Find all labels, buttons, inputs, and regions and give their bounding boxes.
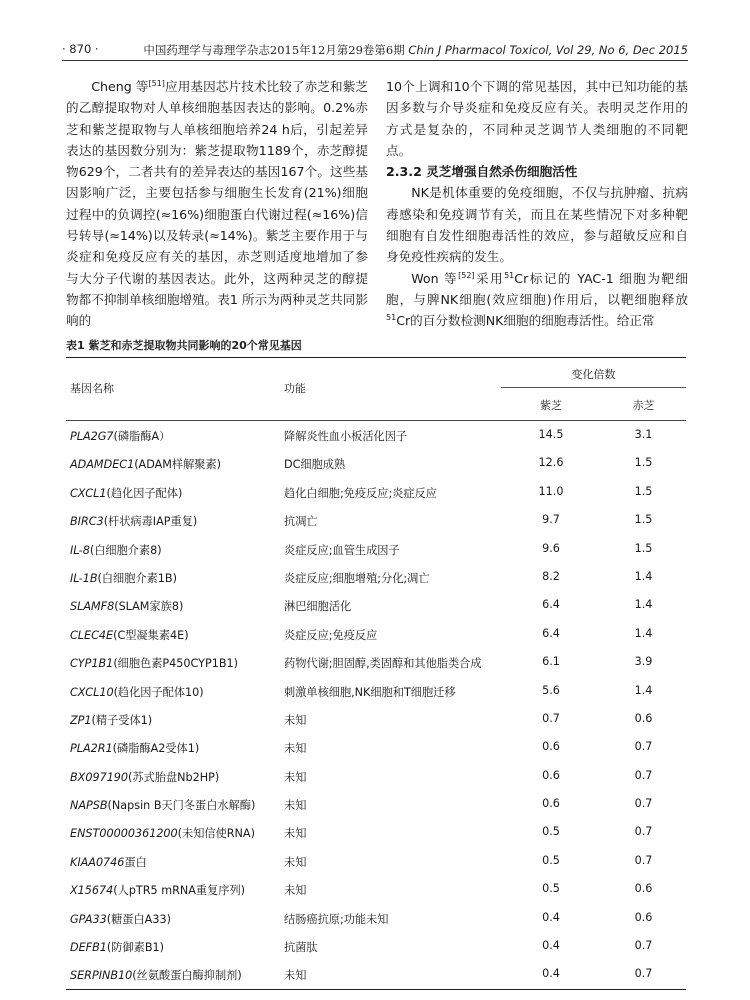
header-gene-name: 基因名称	[70, 382, 114, 395]
left-paragraph	[66, 76, 368, 332]
right-paragraph-continued: 10个上调和10个下调的常见基因，其中已知功能的基因多数与介导炎症和免疫反应有关。表明灵芝作用的方式是复杂的，不同种灵芝调节人类细胞的不同靶点。	[386, 79, 688, 158]
chizhi-fold-cell: 0.6	[634, 711, 653, 725]
chizhi-fold-cell: 1.5	[634, 484, 653, 498]
chizhi-fold-cell: 0.7	[634, 939, 653, 953]
gene-name-cell	[70, 428, 170, 444]
function-cell: 未知	[284, 884, 307, 898]
table-row	[66, 563, 686, 591]
table-row	[66, 960, 686, 988]
citation-51: [51]	[148, 79, 165, 88]
gene-symbol: ADAMDEC1	[70, 458, 135, 472]
table-row	[66, 677, 686, 705]
function-cell: 降解炎性血小板活化因子	[284, 430, 408, 443]
text-segment: Cr的百分数检测NK细胞的细胞毒活性。给正常	[396, 313, 655, 329]
gene-description: (精子受体1)	[91, 713, 153, 727]
gene-description: (苏式胎盘Nb2HP)	[128, 770, 220, 784]
header-zizhi: 紫芝	[540, 399, 562, 412]
function-cell: 抗凋亡	[284, 515, 318, 529]
header-rule	[62, 60, 688, 61]
function-cell: 药物代谢;胆固醇,类固醇和其他脂类合成	[284, 657, 482, 671]
gene-description: 蛋白	[124, 855, 147, 869]
zizhi-fold-cell: 0.6	[542, 740, 560, 754]
zizhi-fold-cell: 0.6	[542, 797, 560, 811]
function-cell: DC细胞成熟	[284, 458, 346, 472]
zizhi-fold-cell: 0.6	[542, 768, 560, 782]
chizhi-fold-cell: 0.7	[634, 853, 653, 867]
zizhi-fold-cell: 6.4	[542, 626, 560, 640]
page-header	[62, 40, 688, 60]
gene-description: (Napsin B天门冬蛋白水解酶)	[107, 799, 256, 813]
left-column	[66, 76, 368, 332]
chizhi-fold-cell: 1.5	[634, 456, 653, 470]
journal-running-title	[143, 42, 688, 58]
gene-description: (丝氨酸蛋白酶抑制剂)	[132, 969, 242, 983]
chizhi-fold-cell: 0.7	[634, 825, 653, 839]
table-row	[66, 506, 686, 534]
gene-description: (SLAM家族8)	[114, 600, 184, 614]
function-cell: 未知	[284, 969, 307, 983]
function-cell: 炎症反应;免疫反应	[284, 628, 378, 642]
function-cell: 抗菌肽	[284, 941, 318, 955]
zizhi-fold-cell: 9.6	[542, 541, 560, 555]
gene-description: (未知信使RNA)	[177, 827, 255, 841]
won-paragraph	[386, 268, 688, 332]
chizhi-fold-cell: 1.4	[634, 683, 653, 697]
chizhi-fold-cell: 1.5	[634, 541, 653, 555]
zizhi-fold-cell: 11.0	[538, 484, 564, 498]
gene-name-cell	[70, 854, 147, 870]
table-row	[66, 591, 686, 619]
gene-description: (细胞色素P450CYP1B1)	[113, 657, 238, 671]
function-cell: 未知	[284, 742, 307, 756]
gene-description: (白细胞介素1B)	[97, 571, 177, 585]
gene-symbol: IL-8	[70, 543, 90, 557]
author-cheng: Cheng 等	[91, 79, 149, 94]
gene-symbol: BIRC3	[70, 515, 104, 529]
text-segment: Cr标记的 YAC-1 细胞为靶细胞，与脾NK细胞(效应细胞)作用后，以靶细胞释放	[386, 270, 689, 307]
gene-symbol: SLAMF8	[70, 600, 115, 614]
zizhi-fold-cell: 9.7	[542, 513, 560, 527]
gene-symbol: NAPSB	[70, 799, 108, 813]
zizhi-fold-cell: 0.4	[542, 910, 560, 924]
zizhi-fold-cell: 0.4	[542, 967, 560, 981]
function-cell: 未知	[284, 855, 307, 869]
table-row	[66, 705, 686, 733]
chizhi-fold-cell: 0.6	[634, 882, 653, 896]
chizhi-fold-cell: 3.1	[634, 428, 653, 441]
gene-description: (C型凝集素4E)	[113, 628, 189, 642]
chizhi-fold-cell: 3.9	[634, 655, 653, 669]
page-number: · 870 ·	[62, 42, 99, 56]
zizhi-fold-cell: 14.5	[538, 428, 564, 441]
gene-name-cell	[70, 513, 197, 529]
gene-name-cell	[70, 797, 255, 813]
gene-symbol: GPA33	[70, 912, 107, 926]
gene-name-cell	[70, 911, 171, 927]
gene-symbol: CXCL10	[70, 685, 114, 699]
gene-description: (趋化因子配体)	[106, 486, 183, 500]
gene-name-cell	[70, 882, 245, 898]
gene-symbol: X15674	[70, 884, 114, 898]
journal-title-en: Chin J Pharmacol Toxicol, Vol 29, No 6, Dec 2015	[408, 43, 688, 57]
zizhi-fold-cell: 8.2	[542, 569, 560, 583]
function-cell: 结肠癌抗原;功能未知	[284, 912, 389, 926]
left-paragraph-body: 应用基因芯片技术比较了赤芝和紫芝的乙醇提取物对人单核细胞基因表达的影响。0.2%赤芝和紫芝提取物与人单核细胞培养24 h后，引起差异表达的基因数分别为：紫芝提取物1189个，赤芝醇提物629个，二者共有的差异表达的基因167个。这些基因影响广泛，主要包括参与细胞生长发育(21%)细胞过程中的负调控(≈16%)细胞蛋白代谢过程(≈16%)信号转导(≈14%)以及转录(≈14%)。紫芝主要作用于与炎症和免疫反应有关的基因，赤芝则适度地增加了参与大分子代谢的基因表达。此外，这两种灵芝的醇提物都不抑制单核细胞增殖。表1 所示为两种灵芝共同影响的	[66, 79, 368, 329]
zizhi-fold-cell: 5.6	[542, 683, 560, 697]
gene-symbol: SERPINB10	[70, 969, 133, 983]
chizhi-fold-cell: 0.6	[634, 910, 653, 924]
gene-name-cell	[70, 684, 204, 700]
gene-description: (ADAM样解聚素)	[134, 458, 222, 472]
zizhi-fold-cell: 0.5	[542, 853, 560, 867]
table-caption: 表1 紫芝和赤芝提取物共同影响的20个常见基因	[66, 339, 302, 352]
gene-description: (防御素B1)	[106, 941, 165, 955]
gene-symbol: PLA2R1	[70, 742, 113, 756]
table-row	[66, 421, 686, 449]
gene-name-cell	[70, 485, 182, 501]
author-won: Won 等	[411, 270, 459, 286]
chizhi-fold-cell: 1.4	[634, 626, 653, 640]
zizhi-fold-cell: 0.5	[542, 825, 560, 839]
zizhi-fold-cell: 0.7	[542, 711, 560, 725]
journal-title-cn: 中国药理学与毒理学杂志2015年12月第29卷第6期	[143, 43, 405, 57]
gene-description: (趋化因子配体10)	[113, 685, 204, 699]
table-header	[66, 358, 686, 420]
function-cell: 未知	[284, 713, 307, 727]
table-row	[66, 733, 686, 761]
chizhi-fold-cell: 1.4	[634, 598, 653, 612]
function-cell: 刺激单核细胞,NK细胞和T细胞迁移	[284, 685, 456, 699]
gene-name-cell	[70, 967, 242, 983]
table-row	[66, 449, 686, 477]
table-row	[66, 478, 686, 506]
gene-symbol: IL-1B	[70, 571, 98, 585]
table-row	[66, 847, 686, 875]
table-row	[66, 875, 686, 903]
section-heading: 2.3.2 灵芝增强自然杀伤细胞活性	[386, 164, 578, 180]
gene-symbol: CXCL1	[70, 486, 107, 500]
gene-name-cell	[70, 570, 177, 586]
table-row	[66, 818, 686, 846]
table-row	[66, 932, 686, 960]
table-row	[66, 904, 686, 932]
function-cell: 未知	[284, 827, 307, 841]
gene-name-cell	[70, 542, 162, 558]
zizhi-fold-cell: 0.5	[542, 882, 560, 896]
table-row	[66, 762, 686, 790]
gene-name-cell	[70, 769, 219, 785]
table-body	[66, 421, 686, 989]
gene-symbol: CLEC4E	[70, 628, 114, 642]
zizhi-fold-cell: 0.4	[542, 939, 560, 953]
chizhi-fold-cell: 1.5	[634, 513, 653, 527]
gene-symbol: KIAA0746	[70, 855, 125, 869]
gene-description: (磷脂酶A）	[113, 430, 171, 443]
function-cell: 未知	[284, 799, 307, 813]
table-row	[66, 535, 686, 563]
zizhi-fold-cell: 6.4	[542, 598, 560, 612]
chizhi-fold-cell: 0.7	[634, 768, 653, 782]
gene-symbol: ZP1	[70, 713, 92, 727]
gene-name-cell	[70, 712, 152, 728]
function-cell: 淋巴细胞活化	[284, 600, 352, 614]
gene-name-cell	[70, 740, 199, 756]
function-cell: 趋化白细胞;免疫反应;炎症反应	[284, 486, 437, 500]
gene-symbol: DEFB1	[70, 941, 107, 955]
gene-description: (白细胞介素8)	[89, 543, 162, 557]
header-fold-change: 变化倍数	[571, 368, 616, 381]
right-column	[386, 76, 688, 332]
nk-paragraph: NK是机体重要的免疫细胞，不仅与抗肿瘤、抗病毒感染和免疫调节有关，而且在某些情况下对多种靶细胞有自发性细胞毒活性的效应，参与超敏反应和自身免疫性疾病的发生。	[386, 185, 688, 265]
chizhi-fold-cell: 0.7	[634, 967, 653, 981]
chizhi-fold-cell: 1.4	[634, 569, 653, 583]
gene-name-cell	[70, 939, 164, 955]
gene-name-cell	[70, 456, 221, 472]
gene-description: (杆状病毒IAP重复)	[103, 515, 198, 529]
table-row	[66, 648, 686, 676]
gene-symbol: ENST00000361200	[70, 827, 178, 841]
gene-name-cell	[70, 598, 183, 614]
gene-symbol: BX097190	[70, 770, 129, 784]
header-sub-rule	[501, 387, 686, 388]
text-segment: 采用	[474, 270, 505, 286]
gene-table	[66, 357, 686, 990]
function-cell: 炎症反应;血管生成因子	[284, 543, 400, 557]
zizhi-fold-cell: 12.6	[538, 456, 564, 470]
chizhi-fold-cell: 0.7	[634, 740, 653, 754]
isotope-superscript: 51	[386, 313, 397, 323]
isotope-superscript: 51	[504, 270, 515, 280]
zizhi-fold-cell: 6.1	[542, 655, 560, 669]
gene-symbol: PLA2G7	[70, 430, 114, 443]
function-cell: 未知	[284, 770, 307, 784]
table-bottom-rule	[66, 989, 686, 990]
citation-52: [52]	[458, 270, 475, 280]
table-row	[66, 620, 686, 648]
header-chizhi: 赤芝	[632, 399, 655, 412]
gene-name-cell	[70, 825, 255, 841]
gene-description: (人pTR5 mRNA重复序列)	[113, 884, 246, 898]
function-cell: 炎症反应;细胞增殖;分化;凋亡	[284, 571, 430, 585]
gene-symbol: CYP1B1	[70, 657, 114, 671]
gene-name-cell	[70, 627, 189, 643]
gene-name-cell	[70, 655, 238, 671]
chizhi-fold-cell: 0.7	[634, 797, 653, 811]
gene-description: (糖蛋白A33)	[106, 912, 171, 926]
gene-description: (磷脂酶A2受体1)	[112, 742, 200, 756]
table-row	[66, 790, 686, 818]
header-function: 功能	[284, 382, 306, 395]
